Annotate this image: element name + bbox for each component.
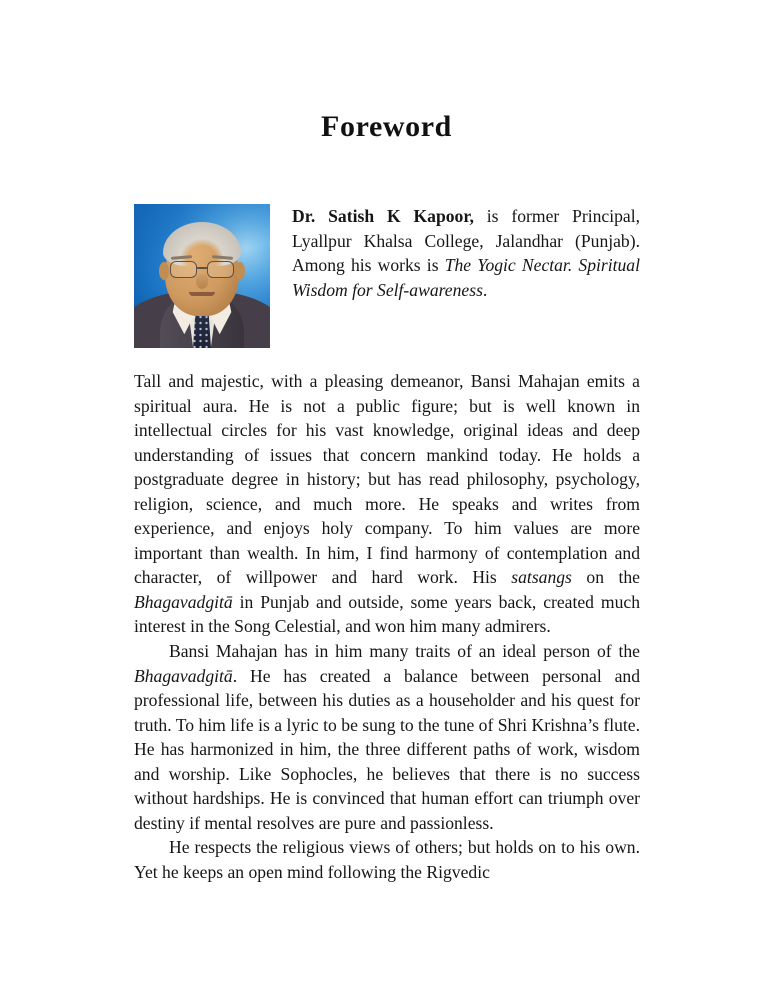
photo-ear-left [159, 262, 169, 280]
work-title-subtitle: Spiritual Wisdom for Self-awareness [292, 255, 640, 300]
body-text-1-3: on the [571, 567, 640, 588]
author-bio-block [134, 204, 640, 348]
emphasis-text-2-2: Bhagavadgitā [134, 665, 233, 686]
photo-ear-right [235, 262, 245, 280]
body-text-1-1: Tall and majestic, with a pleasing demeanor, Bansi Mahajan emits a spiritual aura. He is not a public figure; but is well known in intellectual circles for his vast knowledge, original ideas and deep understanding of issues that concern mankind today. He holds a postgraduate degree in history; but has read philosophy, psychology, religion, science, and much more. He speaks and writes from experience, and enjoys holy company. To him values are more important than wealth. In him, I find harmony of contemplation and character, of willpower and hard work. His [134, 371, 640, 588]
body-text-1-5: in Punjab and outside, some years back, created much interest in the Song Celestial, and won him many admirers. [134, 591, 640, 637]
para-3 [134, 835, 640, 884]
emphasis-text-1-2: satsangs [511, 567, 572, 588]
body-text-2-1: Bansi Mahajan has in him many traits of an ideal person of the [169, 641, 640, 662]
photo-lens-right [207, 261, 234, 278]
author-photo [134, 204, 270, 348]
author-name: Dr. Satish K Kapoor, [292, 206, 474, 226]
body-text-2-3: . He has created a balance between personal and professional life, between his duties as a householder and his quest for truth. To him life is a lyric to be sung to the tune of Shri Krishna’s flute. He has harmonized in him, the three different paths of work, wisdom and worship. Like Sophocles, he believes that there is no success without hardships. He is convinced that human effort can triumph over destiny if mental resolves are pure and passionless. [134, 665, 640, 833]
photo-lens-left [170, 261, 197, 278]
para-2 [134, 639, 640, 835]
emphasis-text-1-4: Bhagavadgitā [134, 591, 233, 612]
page-title: Foreword [321, 110, 452, 143]
foreword-body [134, 369, 640, 884]
body-text-3-1: He respects the religious views of others; but holds on to his own. Yet he keeps an open mind following the Rigvedic [134, 837, 640, 882]
photo-mouth [189, 292, 215, 296]
author-bio-period: . [482, 279, 488, 300]
photo-nose [196, 274, 208, 289]
work-title-primary: The Yogic Nectar. [444, 255, 573, 276]
para-1 [134, 369, 640, 639]
author-bio-rest: is former Principal, Lyallpur Khalsa College, Jalandhar (Punjab). Among his works is [292, 206, 640, 276]
